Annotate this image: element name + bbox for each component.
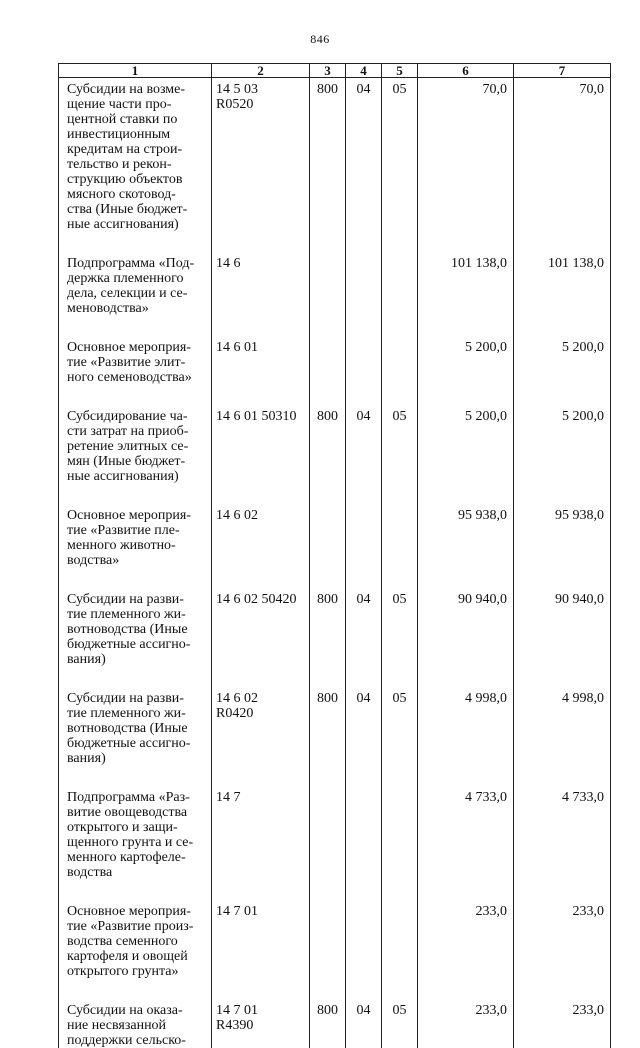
- spacer-cell: [382, 766, 418, 786]
- row-subsection: 05: [382, 687, 418, 766]
- table-row: [59, 252, 611, 316]
- row-amount-1: 5 200,0: [418, 405, 514, 484]
- spacer-cell: [514, 484, 611, 504]
- row-amount-2: 4 733,0: [514, 786, 611, 880]
- row-subsection: [382, 900, 418, 979]
- spacer-cell: [382, 667, 418, 687]
- spacer-cell: [212, 766, 310, 786]
- spacer-cell: [514, 667, 611, 687]
- row-amount-2: 101 138,0: [514, 252, 611, 316]
- spacer-cell: [418, 385, 514, 405]
- spacer-cell: [59, 232, 212, 252]
- row-description: Субсидии на разви- тие племенного жи- вотноводства (Иные бюджетные ассигно- вания): [59, 687, 212, 766]
- spacer-cell: [418, 880, 514, 900]
- spacer-cell: [382, 484, 418, 504]
- row-expense-type: [310, 786, 346, 880]
- spacer-cell: [382, 232, 418, 252]
- row-spacer: [59, 316, 611, 336]
- spacer-cell: [212, 667, 310, 687]
- table-row: [59, 78, 611, 233]
- spacer-cell: [310, 484, 346, 504]
- row-description: Подпрограмма «Под- держка племенного дела, селекции и се- меноводства»: [59, 252, 212, 316]
- row-subsection: 05: [382, 999, 418, 1048]
- spacer-cell: [514, 385, 611, 405]
- table-body: [59, 78, 611, 1048]
- row-code: 14 7 01: [212, 900, 310, 979]
- spacer-cell: [514, 880, 611, 900]
- table-row: [59, 786, 611, 880]
- spacer-cell: [346, 232, 382, 252]
- row-spacer: [59, 385, 611, 405]
- table-row: [59, 900, 611, 979]
- spacer-cell: [418, 568, 514, 588]
- row-description: Основное мероприя- тие «Развитие произ- водства семенного картофеля и овощей открытого грунта»: [59, 900, 212, 979]
- spacer-cell: [212, 232, 310, 252]
- row-section: [346, 504, 382, 568]
- row-code: 14 6 01 50310: [212, 405, 310, 484]
- table-row: [59, 504, 611, 568]
- spacer-cell: [212, 568, 310, 588]
- row-expense-type: 800: [310, 405, 346, 484]
- spacer-cell: [346, 880, 382, 900]
- row-subsection: [382, 504, 418, 568]
- row-amount-2: 4 998,0: [514, 687, 611, 766]
- row-section: [346, 786, 382, 880]
- row-code: 14 7 01 R4390: [212, 999, 310, 1048]
- row-section: 04: [346, 687, 382, 766]
- spacer-cell: [382, 316, 418, 336]
- column-header: 2: [212, 64, 310, 78]
- spacer-cell: [514, 766, 611, 786]
- spacer-cell: [346, 766, 382, 786]
- row-code: 14 6: [212, 252, 310, 316]
- page-number: 846: [0, 32, 640, 47]
- spacer-cell: [514, 316, 611, 336]
- spacer-cell: [212, 484, 310, 504]
- spacer-cell: [59, 979, 212, 999]
- spacer-cell: [418, 232, 514, 252]
- row-amount-1: 233,0: [418, 999, 514, 1048]
- row-section: [346, 252, 382, 316]
- spacer-cell: [514, 232, 611, 252]
- row-subsection: 05: [382, 405, 418, 484]
- row-spacer: [59, 232, 611, 252]
- row-amount-1: 4 733,0: [418, 786, 514, 880]
- spacer-cell: [59, 667, 212, 687]
- spacer-cell: [212, 880, 310, 900]
- spacer-cell: [59, 568, 212, 588]
- spacer-cell: [346, 979, 382, 999]
- budget-table: [58, 63, 611, 1048]
- row-amount-2: 70,0: [514, 78, 611, 233]
- row-amount-2: 5 200,0: [514, 336, 611, 385]
- row-description: Основное мероприя- тие «Развитие элит- ного семеноводства»: [59, 336, 212, 385]
- spacer-cell: [514, 568, 611, 588]
- spacer-cell: [418, 667, 514, 687]
- row-section: 04: [346, 999, 382, 1048]
- spacer-cell: [382, 385, 418, 405]
- row-amount-1: 70,0: [418, 78, 514, 233]
- row-subsection: 05: [382, 78, 418, 233]
- spacer-cell: [310, 385, 346, 405]
- spacer-cell: [514, 979, 611, 999]
- row-spacer: [59, 979, 611, 999]
- row-code: 14 6 02 50420: [212, 588, 310, 667]
- spacer-cell: [59, 484, 212, 504]
- row-description: Подпрограмма «Раз- витие овощеводства открытого и защи- щенного грунта и се- менного картофеле- водства: [59, 786, 212, 880]
- column-header: 1: [59, 64, 212, 78]
- spacer-cell: [310, 316, 346, 336]
- row-section: [346, 900, 382, 979]
- spacer-cell: [346, 667, 382, 687]
- row-amount-1: 95 938,0: [418, 504, 514, 568]
- spacer-cell: [59, 385, 212, 405]
- row-spacer: [59, 568, 611, 588]
- row-amount-1: 4 998,0: [418, 687, 514, 766]
- row-code: 14 6 02 R0420: [212, 687, 310, 766]
- row-code: 14 5 03 R0520: [212, 78, 310, 233]
- table-row: [59, 336, 611, 385]
- spacer-cell: [346, 568, 382, 588]
- spacer-cell: [418, 979, 514, 999]
- column-header: 7: [514, 64, 611, 78]
- row-subsection: [382, 336, 418, 385]
- spacer-cell: [382, 880, 418, 900]
- row-spacer: [59, 667, 611, 687]
- spacer-cell: [59, 316, 212, 336]
- column-header: 5: [382, 64, 418, 78]
- row-description: Субсидирование ча- сти затрат на приоб- ретение элитных се- мян (Иные бюджет- ные ассигнования): [59, 405, 212, 484]
- row-description: Субсидии на разви- тие племенного жи- вотноводства (Иные бюджетные ассигно- вания): [59, 588, 212, 667]
- row-description: Субсидии на возме- щение части про- центной ставки по инвестиционным кредитам на строи- тельство и рекон- струкцию объектов мясного скотовод- ства (Иные бюджет- ные ассигнования): [59, 78, 212, 233]
- spacer-cell: [382, 568, 418, 588]
- spacer-cell: [310, 232, 346, 252]
- row-subsection: 05: [382, 588, 418, 667]
- header-row: [59, 64, 611, 78]
- spacer-cell: [212, 316, 310, 336]
- row-expense-type: 800: [310, 999, 346, 1048]
- row-expense-type: 800: [310, 687, 346, 766]
- row-expense-type: [310, 252, 346, 316]
- row-amount-2: 90 940,0: [514, 588, 611, 667]
- row-section: [346, 336, 382, 385]
- spacer-cell: [212, 979, 310, 999]
- row-expense-type: [310, 900, 346, 979]
- row-expense-type: 800: [310, 78, 346, 233]
- row-section: 04: [346, 78, 382, 233]
- row-amount-2: 95 938,0: [514, 504, 611, 568]
- spacer-cell: [346, 316, 382, 336]
- spacer-cell: [310, 667, 346, 687]
- spacer-cell: [310, 568, 346, 588]
- column-header: 3: [310, 64, 346, 78]
- table-row: [59, 405, 611, 484]
- row-amount-1: 5 200,0: [418, 336, 514, 385]
- spacer-cell: [59, 880, 212, 900]
- row-amount-1: 101 138,0: [418, 252, 514, 316]
- row-expense-type: 800: [310, 588, 346, 667]
- column-header: 6: [418, 64, 514, 78]
- table-row: [59, 588, 611, 667]
- spacer-cell: [59, 766, 212, 786]
- spacer-cell: [310, 880, 346, 900]
- column-header: 4: [346, 64, 382, 78]
- row-code: 14 6 01: [212, 336, 310, 385]
- row-amount-2: 5 200,0: [514, 405, 611, 484]
- table-row: [59, 999, 611, 1048]
- row-subsection: [382, 252, 418, 316]
- row-code: 14 7: [212, 786, 310, 880]
- spacer-cell: [310, 766, 346, 786]
- spacer-cell: [382, 979, 418, 999]
- row-expense-type: [310, 504, 346, 568]
- row-subsection: [382, 786, 418, 880]
- spacer-cell: [212, 385, 310, 405]
- table-row: [59, 687, 611, 766]
- row-amount-1: 90 940,0: [418, 588, 514, 667]
- row-amount-2: 233,0: [514, 900, 611, 979]
- spacer-cell: [346, 385, 382, 405]
- row-amount-2: 233,0: [514, 999, 611, 1048]
- row-code: 14 6 02: [212, 504, 310, 568]
- budget-table-container: [58, 63, 610, 905]
- row-spacer: [59, 766, 611, 786]
- row-section: 04: [346, 405, 382, 484]
- row-description: Субсидии на оказа- ние несвязанной поддержки сельско-: [59, 999, 212, 1048]
- row-amount-1: 233,0: [418, 900, 514, 979]
- row-expense-type: [310, 336, 346, 385]
- row-spacer: [59, 880, 611, 900]
- spacer-cell: [418, 766, 514, 786]
- row-spacer: [59, 484, 611, 504]
- spacer-cell: [310, 979, 346, 999]
- spacer-cell: [418, 484, 514, 504]
- spacer-cell: [346, 484, 382, 504]
- row-section: 04: [346, 588, 382, 667]
- spacer-cell: [418, 316, 514, 336]
- row-description: Основное мероприя- тие «Развитие пле- менного животно- водства»: [59, 504, 212, 568]
